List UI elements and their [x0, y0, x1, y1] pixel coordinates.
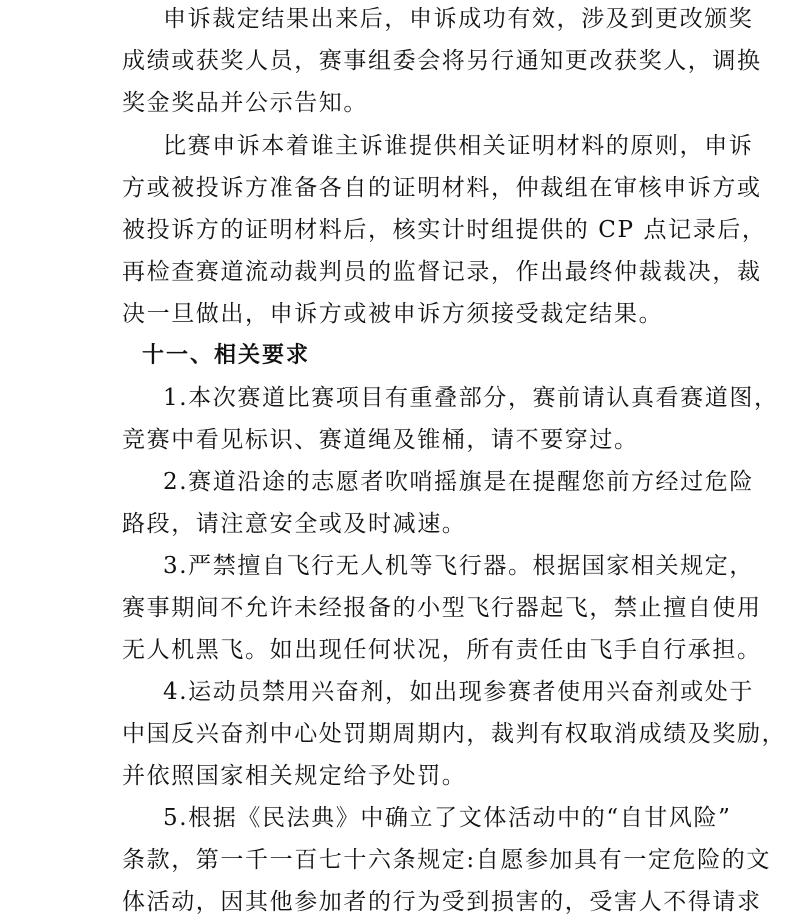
section-heading: 十一、相关要求: [142, 343, 311, 368]
paragraph-line: 路段，请注意安全或及时减速。: [122, 511, 467, 537]
paragraph-line: 奖金奖品并公示告知。: [122, 90, 368, 116]
paragraph-line: 决一旦做出，申诉方或被申诉方须接受裁定结果。: [122, 301, 664, 327]
paragraph-line: 并依照国家相关规定给予处罚。: [122, 763, 467, 789]
paragraph-line: 条款，第一千一百七十六条规定:自愿参加具有一定危险的文: [122, 847, 771, 873]
paragraph-line: 5.根据《民法典》中确立了文体活动中的“自甘风险”: [163, 805, 732, 831]
paragraph-line: 1.本次赛道比赛项目有重叠部分，赛前请认真看赛道图，: [163, 385, 779, 411]
paragraph-line: 赛事期间不允许未经报备的小型飞行器起飞，禁止擅自使用: [122, 595, 762, 621]
paragraph-line: 4.运动员禁用兴奋剂，如出现参赛者使用兴奋剂或处于: [163, 679, 754, 705]
paragraph-line: 成绩或获奖人员，赛事组委会将另行通知更改获奖人，调换: [122, 48, 762, 74]
paragraph-line: 比赛申诉本着谁主诉谁提供相关证明材料的原则，申诉: [163, 133, 754, 159]
paragraph-line: 无人机黑飞。如出现任何状况，所有责任由飞手自行承担。: [122, 637, 762, 663]
paragraph-line: 方或被投诉方准备各自的证明材料，仲裁组在审核申诉方或: [122, 175, 762, 201]
paragraph-line: 2.赛道沿途的志愿者吹哨摇旗是在提醒您前方经过危险: [163, 469, 754, 495]
paragraph-line: 再检查赛道流动裁判员的监督记录，作出最终仲裁裁决，裁: [122, 259, 762, 285]
paragraph-line: 体活动，因其他参加者的行为受到损害的，受害人不得请求: [122, 889, 762, 915]
paragraph-line: 3.严禁擅自飞行无人机等飞行器。根据国家相关规定，: [163, 553, 754, 579]
paragraph-line: 被投诉方的证明材料后，核实计时组提供的 CP 点记录后，: [122, 217, 767, 243]
paragraph-line: 竞赛中看见标识、赛道绳及锥桶，请不要穿过。: [122, 427, 639, 453]
paragraph-line: 申诉裁定结果出来后，申诉成功有效，涉及到更改颁奖: [163, 6, 754, 32]
paragraph-line: 中国反兴奋剂中心处罚期周期内，裁判有权取消成绩及奖励，: [122, 721, 787, 747]
